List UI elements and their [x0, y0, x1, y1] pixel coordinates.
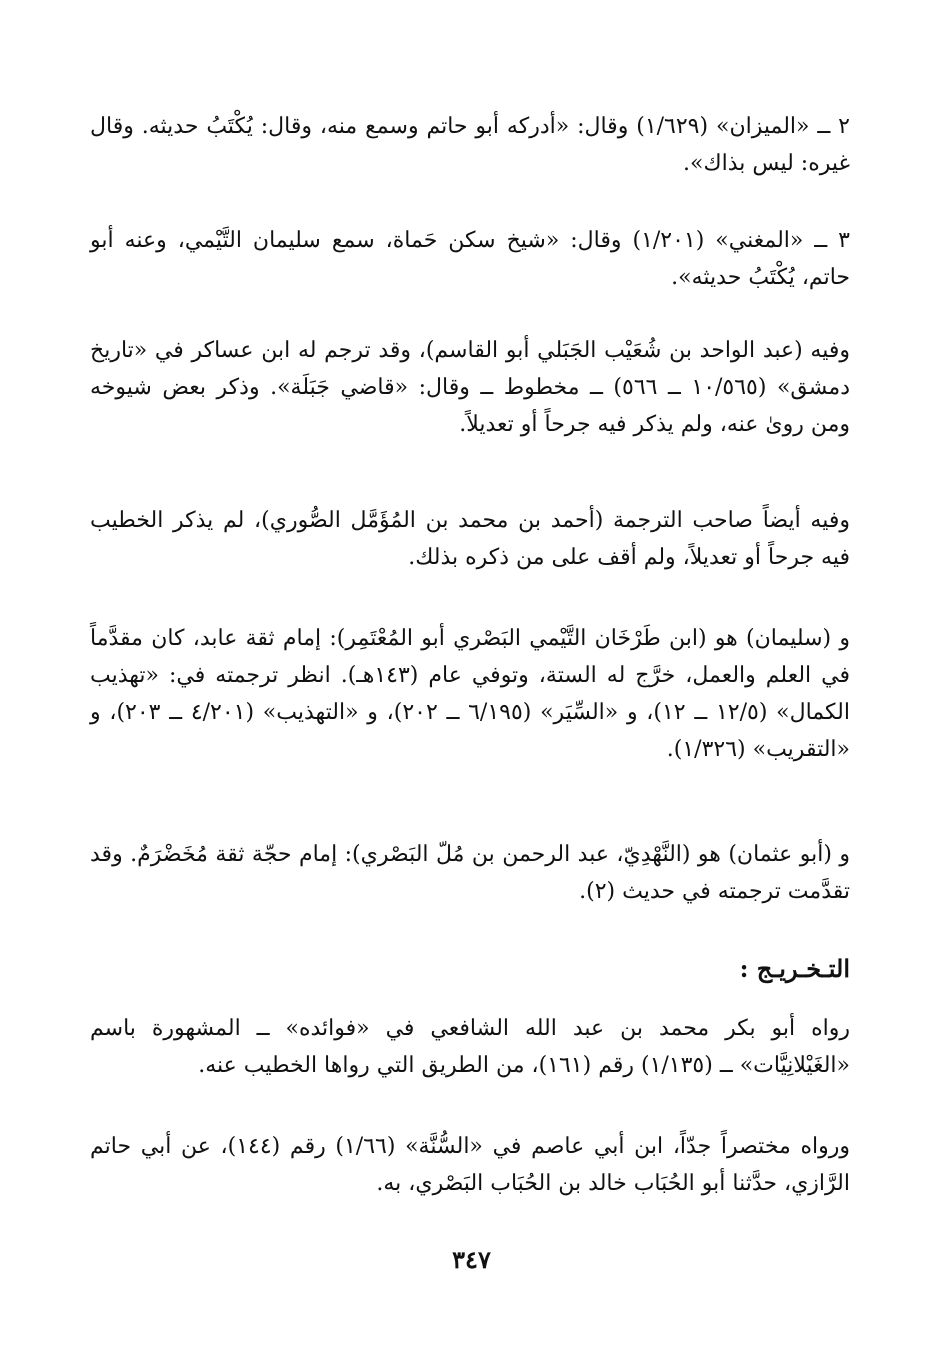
paragraph-sulayman: و (سليمان) هو (ابن طَرْخَان التَّيْمي البَصْري أبو المُعْتَمِر): إمام ثقة عابد، كان مقدَّماً في العلم والعمل، خرَّج له الستة، وتوفي عام (١٤٣هـ). انظر ترجمته في: «تهذيب الكمال» (١٢/٥ ــ ١٢)، و «السِّيَر» (٦/١٩٥ ــ ٢٠٢)، و «التهذيب» (٤/٢٠١ ــ ٢٠٣)، و «التقريب» (١/٣٢٦). — [90, 626, 850, 762]
section-heading-takhrij: التـخـريـج : — [739, 954, 850, 983]
paragraph-abd-al-wahid: وفيه (عبد الواحد بن شُعَيْب الجَبَلي أبو القاسم)، وقد ترجم له ابن عساكر في «تاريخ دمشق» (١٠/٥٦٥ ــ ٥٦٦) ــ مخطوط ــ وقال: «قاضي جَبَلَة». وذكر بعض شيوخه ومن روىٰ عنه، ولم يذكر فيه جرحاً أو تعديلاً. — [90, 338, 850, 437]
footnote-mizan: ٢ ــ «الميزان» (١/٦٢٩) وقال: «أدركه أبو حاتم وسمع منه، وقال: يُكْتَبُ حديثه. وقال غيره: ليس بذاك». — [90, 114, 850, 176]
paragraph-abu-uthman: و (أبو عثمان) هو (النَّهْدِيّ، عبد الرحمن بن مُلّ البَصْري): إمام حجّة ثقة مُخَضْرَمٌ. وقد تقدَّمت ترجمته في حديث (٢). — [90, 842, 850, 904]
takhrij-paragraph-shafii: رواه أبو بكر محمد بن عبد الله الشافعي في «فوائده» ــ المشهورة باسم «الغَيْلانِيَّات» ــ (١/١٣٥) رقم (١٦١)، من الطريق التي رواها الخطيب عنه. — [90, 1016, 850, 1078]
paragraph-ahmad-suri: وفيه أيضاً صاحب الترجمة (أحمد بن محمد بن المُؤَمَّل الصُّوري)، لم يذكر الخطيب فيه جرحاً أو تعديلاً، ولم أقف على من ذكره بذلك. — [90, 508, 850, 570]
footnote-mughni: ٣ ــ «المغني» (١/٢٠١) وقال: «شيخ سكن حَماة، سمع سليمان التَّيْمي، وعنه أبو حاتم، يُكْتَبُ حديثه». — [90, 228, 850, 290]
takhrij-paragraph-ibn-abi-asim: ورواه مختصراً جدّاً، ابن أبي عاصم في «السُّنَّة» (١/٦٦) رقم (١٤٤)، عن أبي حاتم الرَّازي، حدَّثنا أبو الحُبَاب خالد بن الحُبَاب البَصْري، به. — [90, 1134, 850, 1196]
page-number: ٣٤٧ — [452, 1245, 491, 1274]
